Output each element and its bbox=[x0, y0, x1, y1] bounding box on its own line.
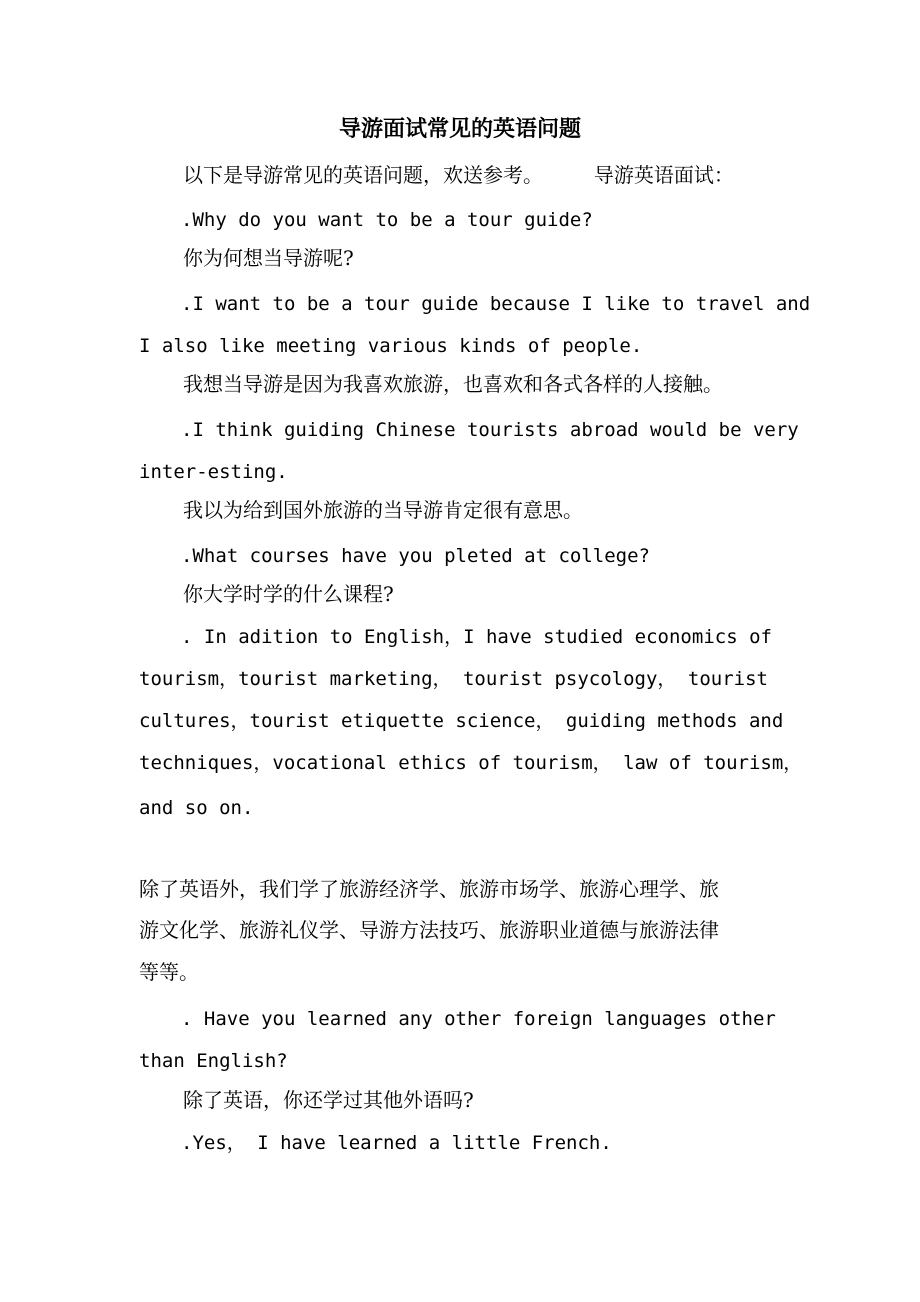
answer-4-english: .Yes， I have learned a little French. bbox=[181, 1132, 612, 1154]
question-1-chinese: 你为何想当导游呢? bbox=[183, 246, 354, 270]
question-2-chinese: 你大学时学的什么课程? bbox=[183, 582, 394, 606]
answer-2-chinese: 我以为给到国外旅游的当导游肯定很有意思。 bbox=[183, 498, 583, 522]
question-2-english: .What courses have you pleted at college? bbox=[181, 545, 650, 567]
answer-1-english-line-2: I also like meeting various kinds of people. bbox=[139, 335, 643, 357]
answer-2-english-line-2: inter-esting. bbox=[139, 461, 288, 483]
question-3-english-line-2: than English? bbox=[139, 1050, 288, 1072]
question-3-english-line-1: . Have you learned any other foreign languages other bbox=[181, 1008, 776, 1030]
answer-3-chinese-line-3: 等等。 bbox=[139, 960, 199, 984]
answer-3-english-line-1: . In adition to English，I have studied economics of bbox=[181, 626, 772, 648]
answer-3-english-line-2: tourism，tourist marketing， tourist psycology， tourist bbox=[139, 668, 768, 690]
answer-1-chinese: 我想当导游是因为我喜欢旅游，也喜欢和各式各样的人接触。 bbox=[183, 372, 723, 396]
answer-3-english-line-3: cultures，tourist etiquette science， guiding methods and bbox=[139, 710, 784, 732]
question-1-english: .Why do you want to be a tour guide? bbox=[181, 209, 593, 231]
answer-2-english-line-1: .I think guiding Chinese tourists abroad would be very bbox=[181, 419, 799, 441]
document-title: 导游面试常见的英语问题 bbox=[338, 116, 581, 142]
question-3-chinese: 除了英语，你还学过其他外语吗? bbox=[183, 1088, 474, 1112]
answer-1-english-line-1: .I want to be a tour guide because I like to travel and bbox=[181, 293, 811, 315]
answer-3-chinese-line-2: 游文化学、旅游礼仪学、导游方法技巧、旅游职业道德与旅游法律 bbox=[139, 918, 719, 942]
answer-3-english-line-4: techniques，vocational ethics of tourism， law of tourism， bbox=[139, 752, 803, 774]
answer-3-english-line-5: and so on. bbox=[139, 797, 254, 819]
intro-text: 以下是导游常见的英语问题，欢送参考。 导游英语面试： bbox=[183, 163, 734, 187]
answer-3-chinese-line-1: 除了英语外，我们学了旅游经济学、旅游市场学、旅游心理学、旅 bbox=[139, 877, 719, 901]
